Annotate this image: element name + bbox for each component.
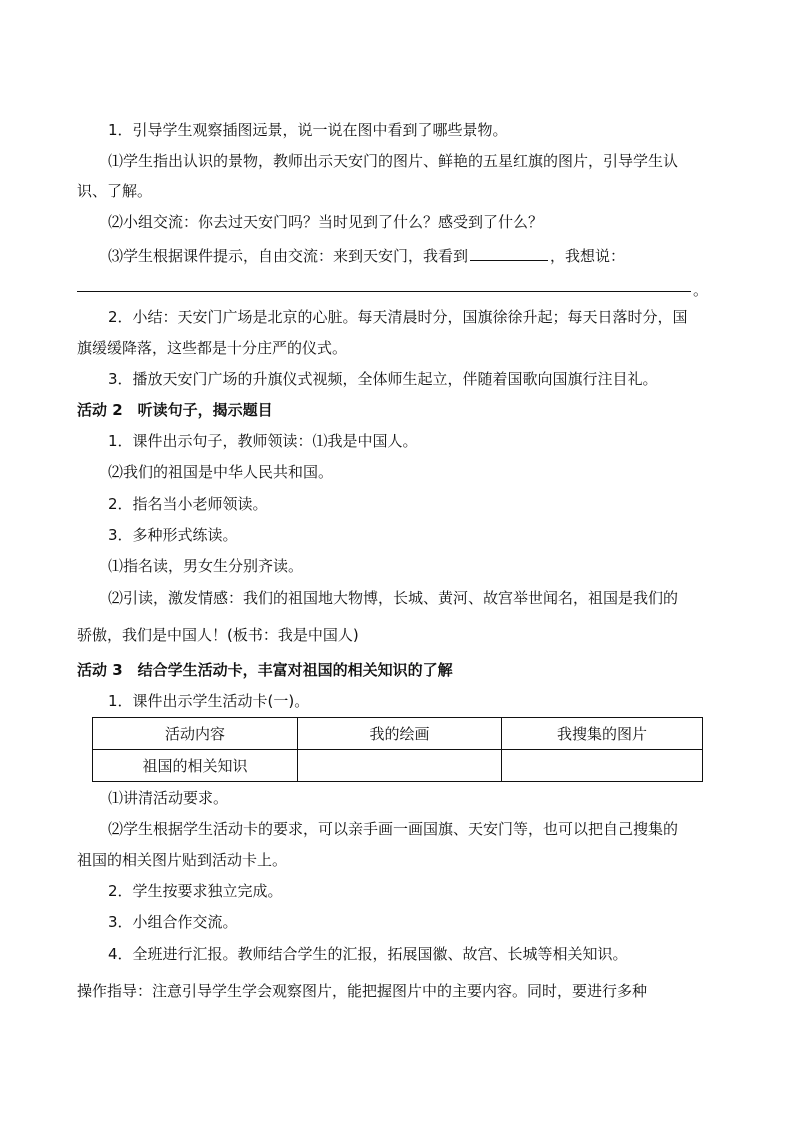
table-cell: 祖国的相关知识 [93, 750, 298, 782]
para-a3-step2: 2．学生按要求独立完成。 [108, 882, 283, 900]
para-step3: 3．播放天安门广场的升旗仪式视频，全体师生起立，伴随着国歌向国旗行注目礼。 [108, 370, 658, 388]
para-guidance: 操作指导：注意引导学生学会观察图片，能把握图片中的主要内容。同时，要进行多种 [77, 982, 648, 1000]
para-step2-cont: 旗缓缓降落，这些都是十分庄严的仪式。 [77, 339, 348, 357]
para-a2-step2: 2．指名当小老师领读。 [108, 495, 268, 513]
fill-blank [470, 245, 548, 261]
para-a3-sub1: ⑴讲清活动要求。 [108, 789, 229, 807]
para-step1: 1．引导学生观察插图远景，说一说在图中看到了哪些景物。 [108, 121, 508, 139]
para-sub3 [0, 245, 794, 266]
table-cell [298, 750, 502, 782]
para-sub2: ⑵小组交流：你去过天安门吗？当时见到了什么？感受到了什么？ [108, 213, 544, 231]
table-header-row [93, 718, 703, 750]
para-a2-sub2b: ⑵引读，激发情感：我们的祖国地大物博，长城、黄河、故宫举世闻名，祖国是我们的 [108, 589, 679, 607]
para-sub1-cont: 识、了解。 [77, 182, 153, 200]
table-cell [502, 750, 703, 782]
para-sub3-text: ⑶学生根据课件提示，自由交流：来到天安门，我看到 [108, 247, 469, 265]
heading-activity2: 活动 2 听读句子，揭示题目 [77, 401, 273, 419]
activity-card-table [92, 717, 703, 782]
para-a3-sub2: ⑵学生根据学生活动卡的要求，可以亲手画一画国旗、天安门等，也可以把自己搜集的 [108, 820, 679, 838]
para-step2: 2．小结：天安门广场是北京的心脏。每天清晨时分，国旗徐徐升起；每天日落时分，国 [108, 308, 688, 326]
para-a2-step1: 1．课件出示句子，教师领读：⑴我是中国人。 [108, 432, 418, 450]
para-a3-step4: 4．全班进行汇报。教师结合学生的汇报，拓展国徽、故宫、长城等相关知识。 [108, 945, 628, 963]
heading-activity3: 活动 3 结合学生活动卡，丰富对祖国的相关知识的了解 [77, 661, 453, 679]
para-a3-step3: 3．小组合作交流。 [108, 913, 238, 931]
table-header-cell: 我的绘画 [298, 718, 502, 750]
table-header-cell: 活动内容 [93, 718, 298, 750]
para-a2-sub2: ⑵我们的祖国是中华人民共和国。 [108, 463, 334, 481]
para-a3-step1: 1．课件出示学生活动卡(一)。 [108, 692, 310, 710]
fill-blank-period: 。 [693, 281, 709, 299]
para-a3-sub2-cont: 祖国的相关图片贴到活动卡上。 [77, 851, 288, 869]
para-a2-sub2b-cont: 骄傲，我们是中国人！(板书：我是中国人) [77, 626, 359, 644]
para-sub3-tail: ，我想说： [550, 247, 626, 265]
para-a2-step3: 3．多种形式练读。 [108, 526, 238, 544]
table-row [93, 750, 703, 782]
fill-blank-line [77, 291, 691, 292]
para-a2-sub1: ⑴指名读，男女生分别齐读。 [108, 557, 304, 575]
table-header-cell: 我搜集的图片 [502, 718, 703, 750]
para-sub1: ⑴学生指出认识的景物，教师出示天安门的图片、鲜艳的五星红旗的图片，引导学生认 [108, 152, 679, 170]
